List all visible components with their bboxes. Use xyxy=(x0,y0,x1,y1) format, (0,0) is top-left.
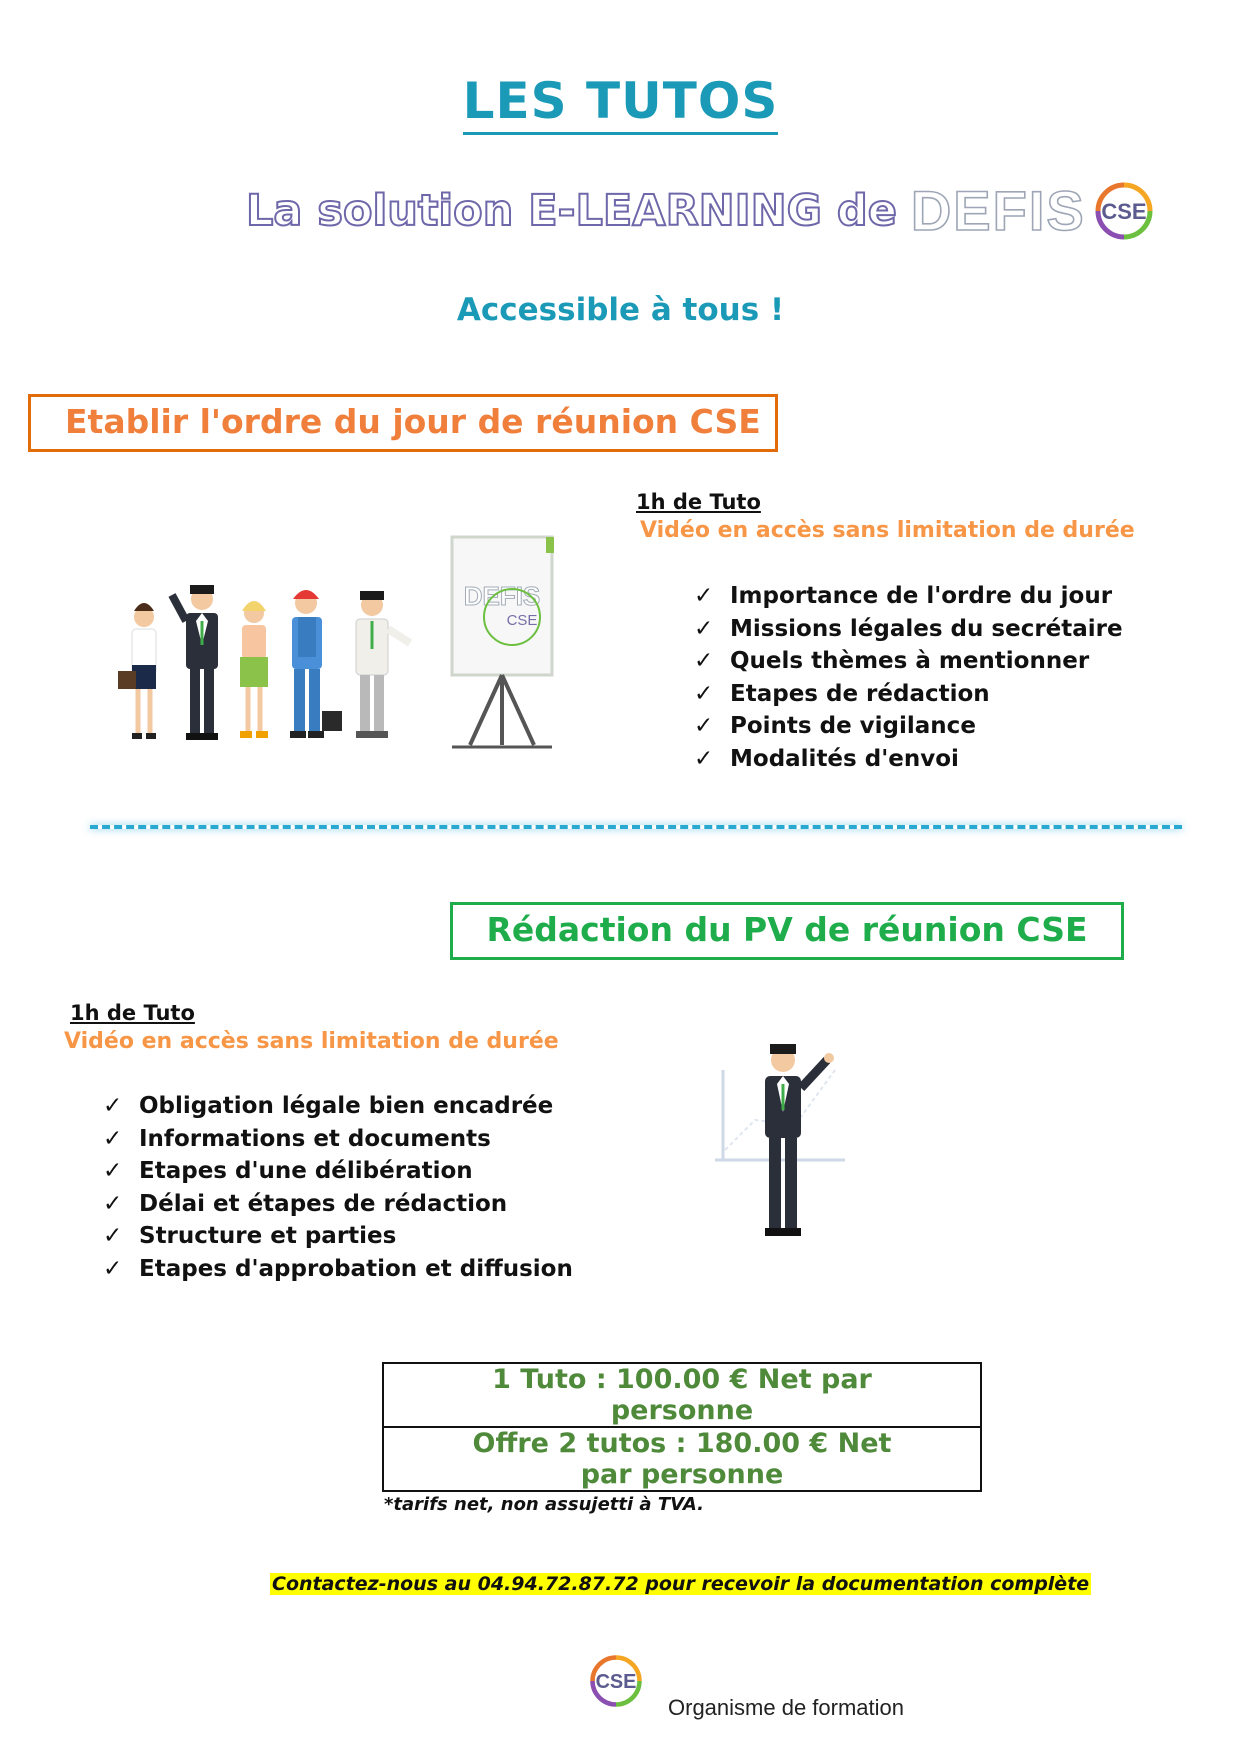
check-icon: ✓ xyxy=(694,648,714,674)
list-item xyxy=(694,743,1123,776)
section2-duration: 1h de Tuto xyxy=(70,1001,195,1025)
section2-meta xyxy=(64,1001,559,1054)
list-item xyxy=(694,678,1123,711)
list-item xyxy=(694,580,1123,613)
list-item-label: Importance de l'ordre du jour xyxy=(730,583,1113,609)
section2-access: Vidéo en accès sans limitation de durée xyxy=(64,1029,559,1054)
list-item xyxy=(103,1253,573,1286)
list-item-label: Structure et parties xyxy=(139,1223,397,1249)
person-businessman-icon xyxy=(172,585,218,740)
tagline: Accessible à tous ! xyxy=(456,292,785,328)
list-item-label: Etapes de rédaction xyxy=(730,680,990,707)
flipchart-icon xyxy=(452,537,554,747)
footer-cse-logo-icon xyxy=(588,1653,644,1709)
page-title: LES TUTOS xyxy=(0,72,1241,130)
person-woman-green-icon xyxy=(240,601,268,738)
brand-name: DEFIS xyxy=(910,179,1086,242)
list-item xyxy=(103,1090,573,1123)
list-item-label: Informations et documents xyxy=(139,1125,491,1152)
price-single: 1 Tuto : 100.00 € Net par personne xyxy=(383,1363,981,1427)
list-item-label: Modalités d'envoi xyxy=(730,745,959,772)
subtitle: La solution E-LEARNING de xyxy=(246,185,897,236)
pricing-note: *tarifs net, non assujetti à TVA. xyxy=(384,1494,704,1515)
list-item xyxy=(103,1188,573,1221)
check-icon: ✓ xyxy=(103,1093,123,1119)
list-item xyxy=(694,613,1123,646)
person-woman-icon xyxy=(118,603,156,739)
list-item xyxy=(694,645,1123,678)
list-item-label: Points de vigilance xyxy=(730,713,976,739)
board-brand: DEFIS xyxy=(463,581,541,611)
pricing-table xyxy=(382,1362,982,1492)
check-icon: ✓ xyxy=(103,1158,123,1184)
check-icon: ✓ xyxy=(694,745,714,772)
check-icon: ✓ xyxy=(694,680,714,707)
price-bundle: Offre 2 tutos : 180.00 € Net par personne xyxy=(383,1427,981,1491)
person-worker-icon xyxy=(290,590,342,738)
contact-line: Contactez-nous au 04.94.72.87.72 pour recevoir la documentation complète xyxy=(272,1573,1090,1595)
section1-checklist xyxy=(694,580,1123,775)
board-badge: CSE xyxy=(506,612,538,629)
check-icon: ✓ xyxy=(694,583,714,609)
list-item-label: Obligation légale bien encadrée xyxy=(139,1093,554,1119)
team-illustration xyxy=(110,525,570,760)
list-item xyxy=(103,1155,573,1188)
table-row xyxy=(383,1427,981,1491)
list-item xyxy=(103,1220,573,1253)
footer-logo-text: CSE xyxy=(595,1671,637,1694)
section2-heading: Rédaction du PV de réunion CSE xyxy=(450,902,1124,960)
check-icon: ✓ xyxy=(103,1190,123,1217)
section1-meta xyxy=(636,490,1135,543)
list-item xyxy=(694,710,1123,743)
list-item-label: Quels thèmes à mentionner xyxy=(730,648,1090,674)
person-presenter-icon xyxy=(356,591,410,738)
section2-checklist xyxy=(103,1090,573,1285)
check-icon: ✓ xyxy=(694,615,714,642)
check-icon: ✓ xyxy=(103,1223,123,1249)
list-item-label: Missions légales du secrétaire xyxy=(730,615,1123,642)
check-icon: ✓ xyxy=(103,1255,123,1282)
section1-heading: Etablir l'ordre du jour de réunion CSE xyxy=(28,394,778,452)
section1-duration: 1h de Tuto xyxy=(636,490,761,514)
list-item-label: Etapes d'une délibération xyxy=(139,1158,473,1184)
list-item xyxy=(103,1123,573,1156)
check-icon: ✓ xyxy=(694,713,714,739)
cse-logo-text: CSE xyxy=(1101,198,1147,224)
section-divider xyxy=(90,825,1182,829)
list-item-label: Délai et étapes de rédaction xyxy=(139,1190,508,1217)
section1-access: Vidéo en accès sans limitation de durée xyxy=(640,518,1135,543)
list-item-label: Etapes d'approbation et diffusion xyxy=(139,1255,573,1282)
table-row xyxy=(383,1363,981,1427)
cse-logo-icon xyxy=(1093,180,1155,242)
presenter-chart-illustration xyxy=(715,1030,865,1255)
organisation-label: Organisme de formation xyxy=(668,1695,904,1720)
subtitle-row xyxy=(246,178,1155,248)
check-icon: ✓ xyxy=(103,1125,123,1152)
